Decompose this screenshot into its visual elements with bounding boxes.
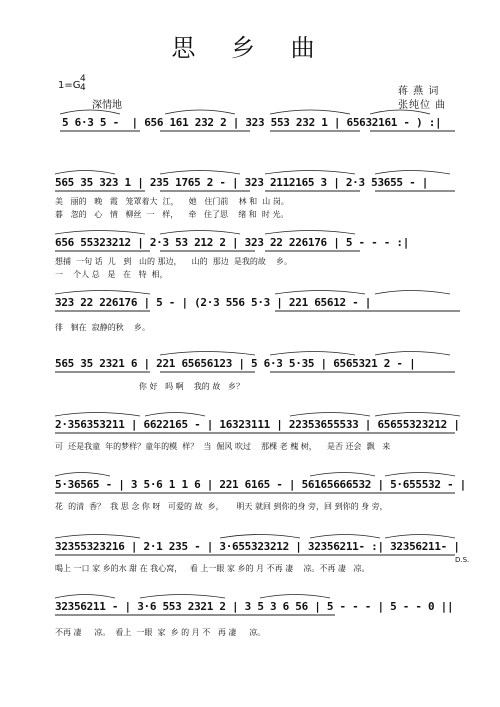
lyric-row-8: 喝上 一口 家 乡的水 甜 在 我心窝， 看 上一眼 家 乡的 月 不再 凄 凉。不再 凄 凉。	[55, 564, 370, 573]
lyric-row-6: 可 还是我童 年的梦样？童年的模 样？ 当 倔风 吹过 那棵 老 槐 树， 是否 还会 飘 来	[55, 442, 391, 451]
lyricist-credit: 蒋 燕 词	[398, 86, 440, 97]
lyric-row-7: 花 的清 香？ 我 思 念 你 呀 可爱的 故 乡， 明天 就回 到你的身 旁，回 到你的 身 旁，	[55, 502, 388, 511]
lyric-row-3a: 想捕 一句 话 儿 到 山的 那边， 山的 那边 是我的故 乡。	[55, 257, 293, 266]
expression-mark: 深情地	[92, 100, 122, 111]
lyric-row-2b: 暮 忽的 心 情 柳丝 一 样， 牵 住了思 绪 和 时 光。	[55, 210, 289, 219]
notation-row-3: 656 55323212 | 2·3 53 212 2 | 323 22 226176 | 5 - - - :|	[55, 236, 410, 249]
song-title: 思 乡 曲	[171, 34, 329, 62]
lyric-row-5: 你 好 吗 啊 我的 故 乡？	[55, 382, 244, 391]
lyric-row-9: 不再 凄 凉。 看上 一眼 家 乡 的 月 不 再 凄 凉。	[55, 628, 266, 637]
composer-credit: 张纯位 曲	[398, 100, 447, 111]
notation-row-6: 2·356353211 | 6622165 - | 16323111 | 22353655533 | 65655323212 |	[55, 418, 460, 431]
dal-segno-mark: D.S.	[455, 556, 470, 564]
lyric-row-4: 徘 徊在 寂静的秋 乡。	[55, 323, 150, 332]
time-numerator: 4	[80, 74, 86, 84]
notation-row-9: 32356211 - | 3·6 553 2321 2 | 3 5 3 6 56 | 5 - - - | 5 - - 0 ||	[55, 600, 454, 613]
notation-row-8: 32355323216 | 2·1 235 - | 3·655323212 | 32356211- :| 32356211- |	[55, 540, 460, 553]
lyric-row-3b: 一 个人 总 是 在 特 相，	[55, 270, 168, 279]
lyric-row-2a: 美 丽的 晚 霞 笼罩着大 江， 她 住门前 林 和 山 岗。	[55, 197, 289, 206]
key-label: 1=G	[58, 80, 81, 91]
notation-row-5: 565 35 2321 6 | 221 65656123 | 5 6·3 5·35 | 6565321 2 - |	[55, 357, 416, 370]
notation-row-2: 565 35 323 1 | 235 1765 2 - | 323 2112165 3 | 2·3 53655 - |	[55, 176, 429, 189]
notation-row-7: 5·36565 - | 3 5·6 1 1 6 | 221 6165 - | 56165666532 | 5·655532 - |	[55, 478, 466, 491]
notation-row-1: 5 6·3 5 - | 656 161 232 2 | 323 553 232 1 | 65632161 - ) :|	[62, 116, 442, 129]
notation-row-4: 323 22 226176 | 5 - | (2·3 556 5·3 | 221 65612 - |	[55, 296, 372, 309]
time-denominator: 4	[80, 83, 86, 93]
